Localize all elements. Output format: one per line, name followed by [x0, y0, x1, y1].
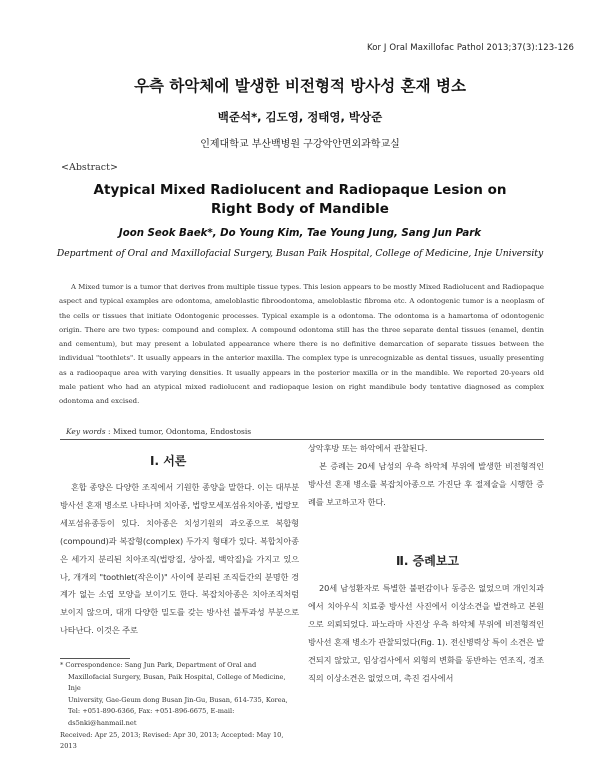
footnote-line: University, Gae-Geum dong Busan Jin-Gu, Busan, 614-735, Korea, [68, 695, 288, 704]
english-title-line-1: Atypical Mixed Radiolucent and Radiopaque Lesion on [93, 182, 507, 198]
footnote-divider [60, 658, 130, 659]
right-column-top [308, 440, 544, 512]
english-title-line-2: Right Body of Mandible [211, 201, 389, 217]
keywords-text: : Mixed tumor, Odontoma, Endostosis [108, 427, 252, 436]
footnote-line: * Correspondence: Sang Jun Park, Department of Oral and [60, 661, 257, 669]
right-paragraph-1: 상악후방 또는 하악에서 관찰된다. [308, 443, 428, 453]
korean-authors: 백준석*, 김도영, 정태영, 박상준 [217, 110, 383, 124]
keywords [66, 427, 251, 436]
left-column [60, 479, 299, 640]
abstract-text: A Mixed tumor is a tumor that derives from multiple tissue types. This lesion appears to be mostly Mixed Radiolucent and Radiopaque aspect and typical examples are odontoma, ameloblastic fibroodontoma, ameloblastic fibroma etc. A odontogenic tumor is a neoplasm of the cells or tissues that initiate Odontogenic processes. Typical example is a odontoma. The odontoma is a hamartoma of odontogenic origin. There are two types: compound and complex. A compound odontoma still has the three separate dental tissues (enamel, dentin and cementum), but may present a lobulated appearance where there is no definitive demarcation of separate tissues between the individual "toothlets". It usually appears in the anterior maxilla. The complex type is unrecognizable as dental tissues, usually presenting as a radioopaque area with varying densities. It usually appears in the posterior maxilla or in the mandible. We reported 20-years old male patient who had an atypical mixed radiolucent and radiopaque lesion on right mandibule body tentative diagnosed as complex odontoma and excised. [59, 283, 544, 406]
right-column-bottom [308, 580, 544, 687]
english-title [0, 181, 600, 219]
footnote-dates: Received: Apr 25, 2013; Revised: Apr 30, 2013; Accepted: May 10, 2013 [60, 730, 284, 751]
journal-reference: Kor J Oral Maxillofac Pathol 2013;37(3):123-126 [366, 43, 574, 53]
english-affiliation: Department of Oral and Maxillofacial Surgery, Busan Paik Hospital, College of Medicine, Inje University [56, 248, 544, 259]
right-paragraph-2: 본 증례는 20세 남성의 우측 하악체 부위에 발생한 비전형적인 방사선 혼재 병소를 복잡치아종으로 가진단 후 절제술을 시행한 증례를 보고하고자 한다. [308, 460, 544, 507]
section-1-heading: Ⅰ. 서론 [150, 454, 187, 468]
abstract-tag: <Abstract> [61, 162, 118, 173]
korean-affiliation: 인제대학교 부산백병원 구강악안면외과학교실 [200, 139, 400, 150]
section-2-paragraph: 20세 남성환자로 특별한 불편감이나 동증은 없었으며 개인치과에서 치아우식 치료중 방사선 사진에서 이상소견을 발견하고 본원으로 의뢰되었다. 파노라마 사진상 우측 하악체 부위에 비전형적인 방사선 혼재 병소가 관찰되었다(Fig. 1). 전신병력상 특이 소견은 발견되지 않았고, 임상검사에서 외형의 변화를 동반하는 연조직, 경조직의 이상소견은 없었으며, 촉진 검사에서 [308, 583, 544, 683]
section-1-paragraph: 혼합 종양은 다양한 조직에서 기원한 종양을 말한다. 이는 대부분 방사선 혼재 병소로 나타나며 치아종, 법랑모세포섬유치아종, 법랑모세포섬유종등이 있다. 치아종은 치성기원의 과오종으로 복합형(compound)과 복잡형(complex) 두가지 형태가 있다. 복합치아종은 세가지 분리된 치아조직(법랑질, 상아질, 백악질)을 가지고 있으나, 개개의 "toothlet(작은이)" 사이에 분리된 조직들간의 분명한 경계가 없는 소엽 모양을 보이기도 한다. 복잡치아종은 치아조직처럼 보이지 않으며, 대개 다양한 밀도를 갖는 방사선 불투과성 부분으로 나타난다. 이것은 주로 [60, 482, 299, 636]
keywords-label: Key words [66, 427, 106, 436]
section-2-heading: Ⅱ. 증례보고 [396, 554, 460, 568]
footnote-line: Maxillofacial Surgery, Busan, Paik Hospital, College of Medicine, Inje [68, 672, 286, 693]
footnote-line: Tel: +051-890-6366, Fax: +051-896-6675, E-mail: ds5nki@hanmail.net [68, 707, 235, 727]
footnote [60, 660, 300, 753]
korean-title: 우측 하악체에 발생한 비전형적 방사성 혼재 병소 [134, 77, 466, 95]
english-authors: Joon Seok Baek*, Do Young Kim, Tae Young Jung, Sang Jun Park [118, 228, 482, 239]
